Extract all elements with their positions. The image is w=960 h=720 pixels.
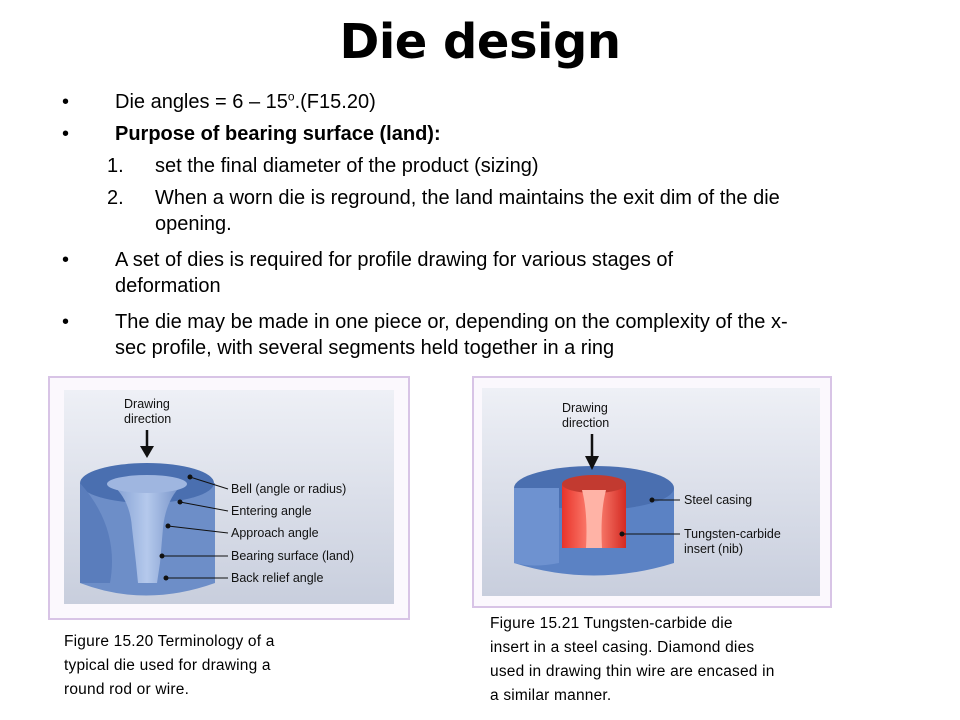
list-number: 2. [107, 187, 124, 209]
caption-fig-15-20-l3: round rod or wire. [64, 681, 190, 698]
fig2-drawing-label-1: Drawing [562, 401, 608, 415]
bullet-die-angles-text: Die angles = 6 – 15 [115, 91, 288, 113]
caption-fig-15-21-l3: used in drawing thin wire are encased in [490, 663, 775, 680]
slide-title: Die design [339, 14, 621, 70]
caption-fig-15-21-l4: a similar manner. [490, 687, 612, 704]
label-steel-casing: Steel casing [684, 493, 753, 507]
bullet-dot: • [62, 123, 70, 145]
label-insert-nib: insert (nib) [684, 542, 744, 556]
fig1-drawing-label-2: direction [124, 412, 172, 426]
bullet-die-angles [115, 88, 376, 116]
bullet-die-angles-ref: .(F15.20) [294, 91, 376, 113]
label-approach-angle: Approach angle [231, 526, 319, 540]
bullet-dot: • [62, 91, 70, 113]
bullet-bearing-surface: Purpose of bearing surface (land): [115, 123, 441, 145]
label-bearing-surface: Bearing surface (land) [231, 549, 354, 563]
caption-fig-15-21-l2: insert in a steel casing. Diamond dies [490, 639, 755, 656]
caption-fig-15-20-l2: typical die used for drawing a [64, 657, 271, 674]
label-back-relief-angle: Back relief angle [231, 571, 324, 585]
die-terminology-diagram [50, 378, 408, 618]
label-tungsten-carbide: Tungsten-carbide [684, 527, 781, 541]
bullet-profile-drawing-l2: deformation [115, 275, 221, 297]
caption-fig-15-20-l1: Figure 15.20 Terminology of a [64, 633, 275, 650]
list-item-regrind-l1: When a worn die is reground, the land maintains the exit dim of the die [155, 187, 780, 209]
list-item-sizing: set the final diameter of the product (sizing) [155, 155, 539, 177]
figure-15-20 [48, 376, 410, 620]
fig2-drawing-label-2: direction [562, 416, 610, 430]
fig1-drawing-label-1: Drawing [124, 397, 170, 411]
bullet-die-construction-l1: The die may be made in one piece or, depending on the complexity of the x- [115, 311, 788, 333]
caption-fig-15-21-l1: Figure 15.21 Tungsten-carbide die [490, 615, 733, 632]
bullet-dot: • [62, 249, 70, 271]
tungsten-carbide-diagram [474, 378, 830, 606]
bullet-dot: • [62, 311, 70, 333]
bullet-profile-drawing-l1: A set of dies is required for profile drawing for various stages of [115, 249, 674, 271]
figure-15-21 [472, 376, 832, 608]
label-bell: Bell (angle or radius) [231, 482, 347, 496]
list-number: 1. [107, 155, 124, 177]
degree-superscript: o [287, 89, 295, 104]
label-entering-angle: Entering angle [231, 504, 312, 518]
bullet-die-construction-l2: sec profile, with several segments held together in a ring [115, 337, 615, 359]
list-item-regrind-l2: opening. [155, 213, 232, 235]
